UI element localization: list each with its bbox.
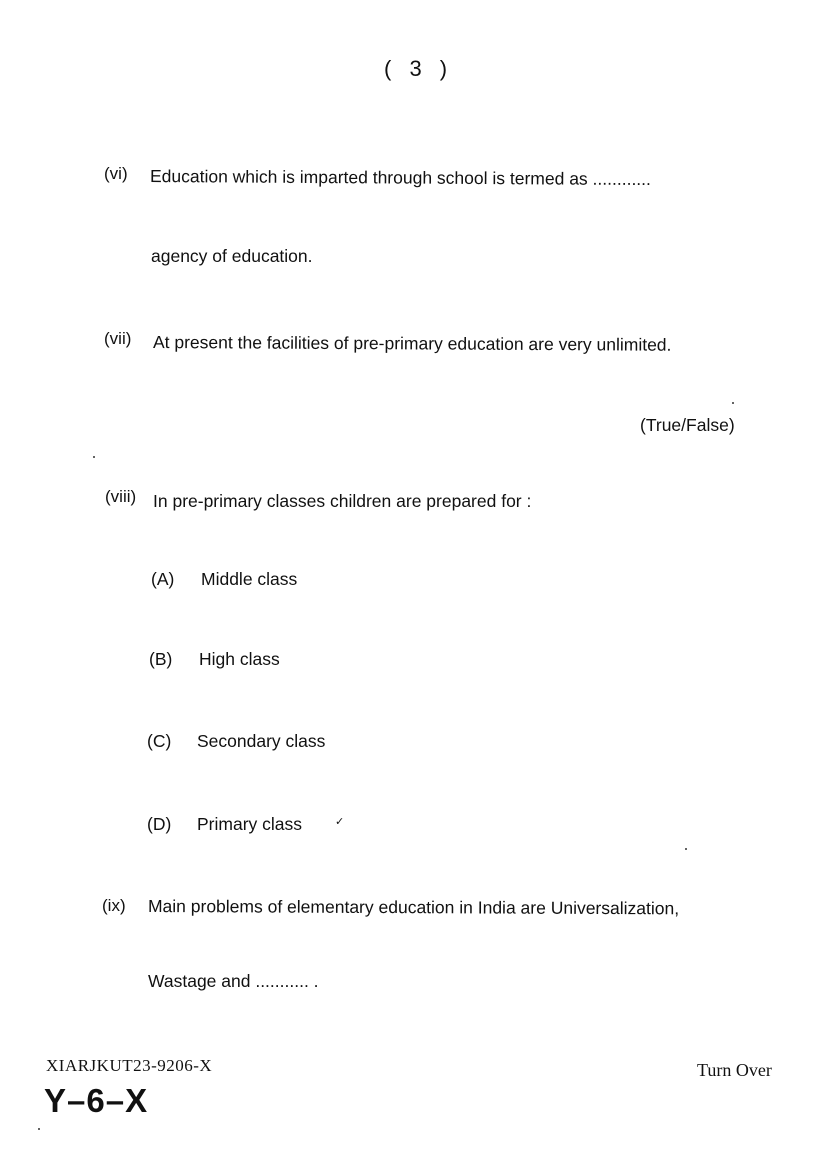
footer-paper-id: Y–6–X [44, 1082, 149, 1119]
option-a-letter: (A) [151, 569, 175, 589]
footer-paper-code: XIARJKUT23-9206-X [46, 1056, 213, 1075]
option-c-letter: (C) [147, 731, 172, 751]
turn-over-label: Turn Over [697, 1060, 772, 1080]
question-viii-number: (viii) [105, 487, 137, 506]
option-c-text: Secondary class [197, 731, 326, 751]
scan-speck [93, 456, 95, 458]
question-viii-text: In pre-primary classes children are prepared for : [153, 491, 532, 511]
option-b-letter: (B) [149, 649, 173, 669]
question-ix-text-line2: Wastage and ........... . [148, 971, 319, 991]
option-b-text: High class [199, 649, 280, 669]
question-vi-number: (vi) [104, 164, 128, 183]
question-ix-text-line1: Main problems of elementary education in India are Universalization, [147, 896, 680, 919]
page-number: ( 3 ) [384, 56, 454, 81]
question-vii-answer-hint: (True/False) [640, 415, 735, 435]
question-vii-text: At present the facilities of pre-primary education are very unlimited. [152, 332, 672, 355]
question-vi-text-line2: agency of education. [151, 246, 313, 266]
question-ix-number: (ix) [102, 896, 126, 915]
question-vii-number: (vii) [104, 329, 132, 348]
option-d-text: Primary class [197, 814, 303, 834]
scan-speck [38, 1128, 40, 1130]
tick-mark-icon: ✓ [335, 816, 345, 828]
option-d-letter: (D) [147, 814, 172, 834]
question-vi-text-line1: Education which is imparted through school is termed as ............ [149, 166, 651, 190]
option-a-text: Middle class [201, 569, 298, 589]
scan-speck [685, 848, 687, 850]
scan-speck [732, 402, 734, 404]
